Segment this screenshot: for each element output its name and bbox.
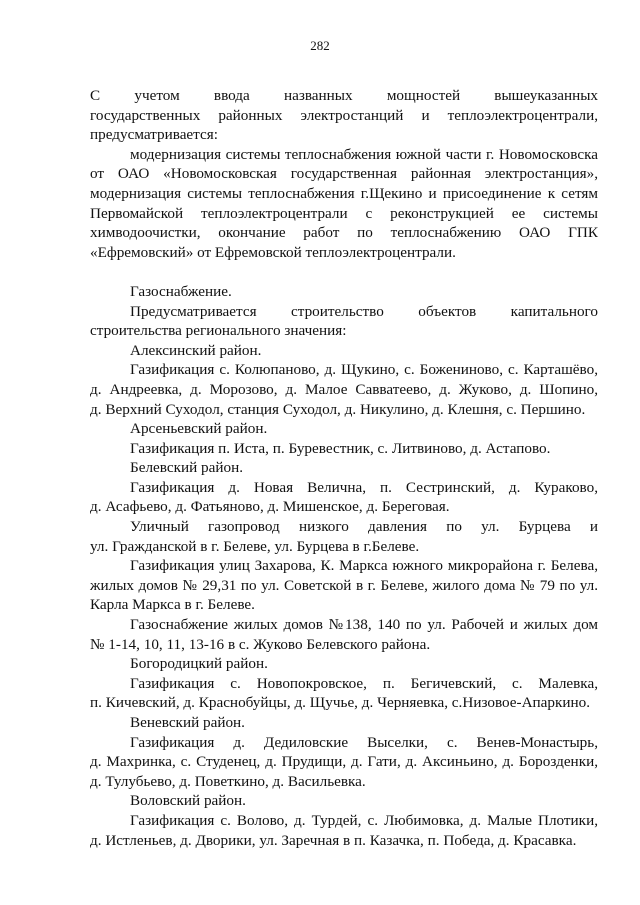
text-line: д. Истленьев, д. Дворики, ул. Заречная в п. Казачка, п. Победа, д. Красавка.: [90, 831, 577, 849]
text-line: Уличный газопровод низкого давления по ул. Бурцева и: [130, 518, 598, 536]
district-heading: Алексинский район.: [130, 341, 262, 359]
section-heading: Газоснабжение.: [130, 282, 232, 300]
text-line: химводоочистки, окончание работ по теплоснабжению ОАО ГПК: [90, 224, 598, 242]
page-number: 282: [310, 38, 330, 53]
text-line: модернизация системы теплоснабжения г.Щекино и присоединение к сетям: [90, 184, 598, 202]
district-heading: Арсеньевский район.: [130, 420, 268, 438]
district-heading: Веневский район.: [130, 714, 245, 731]
text-line: от ОАО «Новомосковская государственная районная электростанция»,: [90, 165, 598, 183]
text-line: Газификация с. Новопокровское, п. Бегичевский, с. Малевка,: [130, 674, 598, 692]
text-line: № 1-14, 10, 11, 13-16 в с. Жуково Белевского района.: [90, 635, 431, 653]
text-line: Газификация д. Дедиловские Выселки, с. Венев-Монастырь,: [130, 733, 598, 751]
text-line: д. Тулубьево, д. Поветкино, д. Васильевка.: [90, 772, 366, 790]
text-line: д. Асафьево, д. Фатьяново, д. Мишенское, д. Береговая.: [90, 498, 450, 516]
district-heading: Богородицкий район.: [130, 655, 268, 673]
text-line: предусматривается:: [90, 126, 218, 144]
district-heading: Белевский район.: [130, 459, 244, 477]
text-line: п. Кичевский, д. Краснобуйцы, д. Щучье, д. Черняевка, с.Низовое-Апаркино.: [90, 694, 591, 712]
text-line: д. Махринка, с. Студенец, д. Прудищи, д. Гати, д. Аксиньино, д. Борозденки,: [90, 753, 598, 771]
district-heading: Воловский район.: [130, 792, 246, 810]
text-line: Газификация п. Иста, п. Буревестник, с. Литвиново, д. Астапово.: [130, 439, 551, 457]
text-line: строительства регионального значения:: [90, 322, 347, 340]
text-line: жилых домов № 29,31 по ул. Советской в г. Белеве, жилого дома № 79 по ул.: [90, 576, 598, 594]
text-line: Газификация с. Колюпаново, д. Щукино, с. Боженинoво, с. Карташёво,: [130, 361, 598, 379]
text-line: Газоснабжение жилых домов №138, 140 по ул. Рабочей и жилых дом: [130, 616, 598, 634]
text-line: д. Андреевка, д. Морозово, д. Малое Савватеево, д. Жуково, д. Шопино,: [90, 380, 598, 398]
text-line: ул. Гражданской в г. Белеве, ул. Бурцева в г.Белеве.: [90, 537, 420, 555]
text-line: Предусматривается строительство объектов капитального: [130, 302, 598, 320]
text-line: Газификация с. Волово, д. Турдей, с. Любимовка, д. Малые Плотики,: [130, 811, 598, 829]
text-line: Газификация улиц Захарова, К. Маркса южного микрорайона г. Белева,: [130, 557, 598, 575]
text-line: «Ефремовский» от Ефремовской теплоэлектроцентрали.: [90, 243, 456, 261]
text-line: государственных районных электростанций и теплоэлектроцентрали,: [90, 106, 598, 124]
text-line: модернизация системы теплоснабжения южной части г. Новомосковска: [130, 145, 598, 163]
text-line: Газификация д. Новая Велична, п. Сестринский, д. Кураково,: [130, 478, 598, 496]
text-line: С учетом ввода названных мощностей вышеуказанных: [90, 87, 598, 104]
document-body: [90, 86, 598, 850]
text-line: Первомайской теплоэлектроцентрали с реконструкцией ее системы: [90, 204, 598, 222]
blank-line: [90, 262, 598, 282]
text-line: д. Верхний Суходол, станция Суходол, д. Никулино, д. Клешня, с. Першино.: [90, 400, 586, 418]
text-line: Карла Маркса в г. Белеве.: [90, 596, 255, 614]
